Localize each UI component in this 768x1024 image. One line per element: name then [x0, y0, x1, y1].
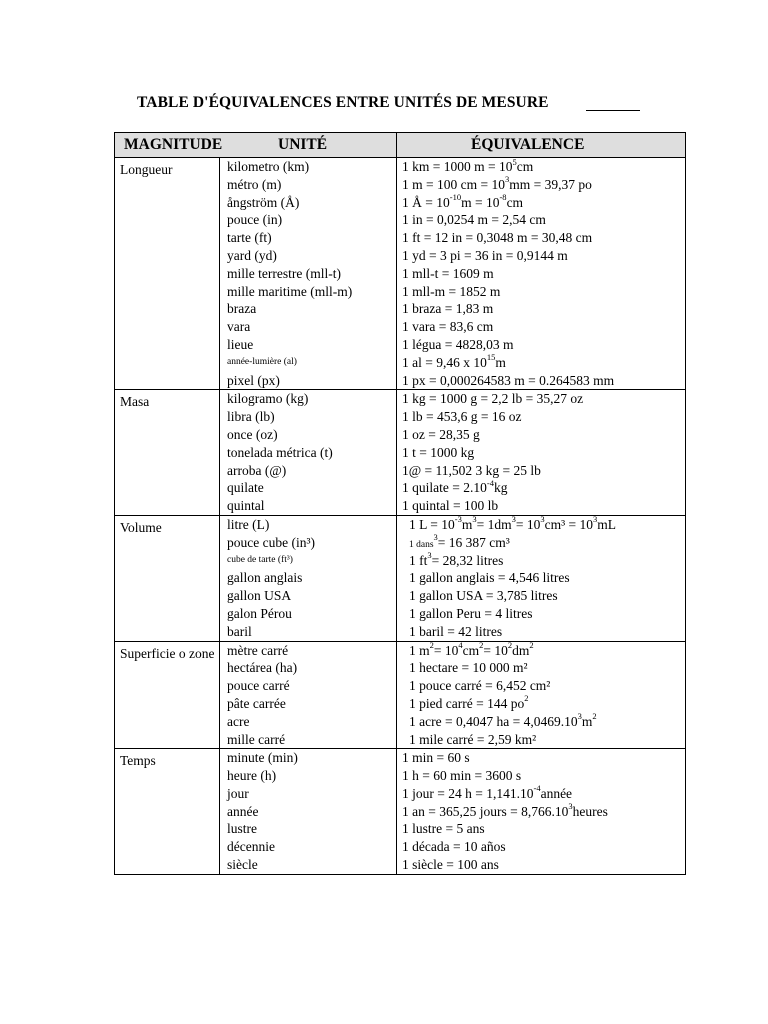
table-row — [115, 569, 685, 587]
equivalence-cell: 1 vara = 83,6 cm — [402, 319, 494, 335]
unit-cell: mille maritime (mll-m) — [227, 283, 353, 299]
table-row — [115, 785, 685, 803]
equivalence-cell: 1 t = 1000 kg — [402, 444, 475, 460]
unit-cell: vara — [227, 319, 251, 335]
unit-cell: mille terrestre (mll-t) — [227, 265, 341, 281]
table-row — [115, 444, 685, 462]
table-row — [115, 642, 685, 660]
unit-cell: mètre carré — [227, 642, 289, 658]
table-row — [115, 677, 685, 695]
equivalence-cell: 1 $ft^3= 28,32$ litres — [409, 550, 504, 568]
table-row — [115, 838, 685, 856]
unit-cell: jour — [227, 785, 249, 801]
section-volume — [115, 515, 685, 641]
section-longueur — [115, 158, 685, 389]
unit-cell: tonelada métrica (t) — [227, 444, 333, 460]
equivalence-cell: 1 quilate = $2.10^{-4}kg$ — [402, 477, 508, 496]
unit-cell: minute (min) — [227, 750, 298, 766]
unit-cell: ångström (Å) — [227, 194, 300, 210]
unit-cell: braza — [227, 301, 257, 317]
equivalence-cell: 1 lustre = 5 ans — [402, 821, 485, 837]
header-equivalence: ÉQUIVALENCE — [471, 136, 585, 153]
table-row — [115, 229, 685, 247]
table-row — [115, 462, 685, 480]
unit-cell: pouce carré — [227, 678, 290, 694]
equivalence-cell: 1 mll-t = 1609 m — [402, 265, 494, 281]
equivalence-cell: 1 pied carré = 144 $po^2$ — [409, 693, 529, 711]
equivalence-cell: 1 Å = $10^{-10}m = 10^{-8}cm$ — [402, 192, 524, 210]
section-temps — [115, 748, 685, 874]
table-row — [115, 856, 685, 874]
table-row — [115, 516, 685, 534]
table-row — [115, 336, 685, 354]
table-row — [115, 247, 685, 265]
unit-cell: baril — [227, 623, 252, 639]
table-row — [115, 552, 685, 570]
equivalence-cell: 1 gallon anglais = 4,546 litres — [409, 570, 570, 586]
unit-cell: année — [227, 803, 259, 819]
equivalence-cell: 1 siècle = 100 ans — [402, 857, 499, 873]
equivalence-cell: 1 ft = 12 in = 0,3048 m = 30,48 cm — [402, 230, 593, 246]
table-row — [115, 749, 685, 767]
table-row — [115, 803, 685, 821]
equivalence-cell: 1 px = 0,000264583 m = 0.264583 mm — [402, 372, 615, 388]
section-masa — [115, 389, 685, 515]
unit-cell: yard (yd) — [227, 247, 277, 263]
unit-cell: décennie — [227, 839, 275, 855]
equivalence-cell: 1 km = 1000 $m = 10^5cm$ — [402, 156, 534, 174]
unit-cell: mille carré — [227, 731, 286, 747]
equivalence-cell: 1 jour = 24 $h = 1,141.10^{-4}année$ — [402, 783, 573, 801]
table-row — [115, 426, 685, 444]
page-title: TABLE D'ÉQUIVALENCES ENTRE UNITÉS DE MESURE — [137, 94, 549, 111]
unit-cell: arroba (@) — [227, 462, 287, 478]
table-body — [115, 158, 685, 874]
section-name: Superficie o zone — [120, 645, 215, 661]
equivalence-cell: 1 in = 0,0254 m = 2,54 cm — [402, 212, 546, 228]
table-row — [115, 211, 685, 229]
equivalence-cell: 1 al = 9,46 x $10^{15}m$ — [402, 352, 506, 370]
equivalence-cell: 1 légua = 4828,03 m — [402, 336, 514, 352]
table-row — [115, 318, 685, 336]
table-row — [115, 479, 685, 497]
section-name: Masa — [120, 394, 150, 410]
table-row — [115, 534, 685, 552]
equivalence-cell: 1 yd = 3 pi = 36 in = 0,9144 m — [402, 247, 568, 263]
equivalence-cell: 1 hectare = 10 000 m² — [409, 660, 528, 676]
equivalence-cell: 1 baril = 42 litres — [409, 623, 503, 639]
equivalence-cell: 1 gallon Peru = 4 litres — [409, 605, 533, 621]
unit-cell: hectárea (ha) — [227, 660, 298, 676]
section-name: Temps — [120, 753, 156, 769]
unit-cell: litre (L) — [227, 516, 270, 532]
unit-cell: lieue — [227, 336, 254, 352]
unit-cell: pouce cube (in³) — [227, 534, 316, 550]
section-name: Volume — [120, 519, 162, 535]
equivalence-cell: 1 lb = 453,6 g = 16 oz — [402, 409, 522, 425]
unit-cell: galon Pérou — [227, 605, 292, 621]
unit-cell: heure (h) — [227, 768, 277, 784]
equivalence-cell: 1 gallon USA = 3,785 litres — [409, 588, 558, 604]
table-row — [115, 372, 685, 390]
table-row — [115, 408, 685, 426]
equivalence-cell: 1 dans$^3$= 16 387 cm³ — [409, 532, 510, 550]
table-row — [115, 767, 685, 785]
equivalence-cell: 1 an = 365,25 jours = $8,766.10^3heures$ — [402, 801, 608, 819]
table-row — [115, 158, 685, 176]
section-superficie — [115, 641, 685, 749]
unit-cell: pouce (in) — [227, 212, 283, 228]
equivalence-cell: 1 min = 60 s — [402, 750, 470, 766]
unit-cell: gallon anglais — [227, 570, 303, 586]
equivalence-cell: 1 h = 60 min = 3600 s — [402, 768, 522, 784]
table-row — [115, 265, 685, 283]
equivalence-cell: 1 oz = 28,35 g — [402, 426, 480, 442]
table-header — [115, 133, 685, 158]
unit-cell: métro (m) — [227, 176, 282, 192]
table-row — [115, 497, 685, 515]
equivalence-cell: 1 kg = 1000 g = 2,2 lb = 35,27 oz — [402, 391, 584, 407]
table-row — [115, 820, 685, 838]
column-divider-1 — [219, 157, 220, 874]
unit-cell: siècle — [227, 857, 258, 873]
unit-cell: pâte carrée — [227, 695, 286, 711]
equivalence-cell: 1 mll-m = 1852 m — [402, 283, 501, 299]
unit-cell: kilogramo (kg) — [227, 391, 309, 407]
table-row — [115, 659, 685, 677]
equivalence-cell: 1 mile carré = 2,59 km² — [409, 731, 537, 747]
equivalence-cell: 1 acre = 0,4047 ha = $4,0469.10^3m^2$ — [409, 711, 597, 729]
title-underline — [586, 110, 640, 111]
table-row — [115, 605, 685, 623]
table-row — [115, 176, 685, 194]
unit-cell: pixel (px) — [227, 372, 280, 388]
unit-cell: acre — [227, 713, 250, 729]
equivalence-table — [114, 132, 686, 875]
unit-cell: kilometro (km) — [227, 159, 310, 174]
equivalence-cell: 1 quintal = 100 lb — [402, 498, 499, 514]
unit-cell: libra (lb) — [227, 409, 275, 425]
equivalence-cell: 1@ = 11,502 3 kg = 25 lb — [402, 462, 541, 478]
equivalence-cell: 1 m = 100 cm = $10^3mm = 39,37$ po — [402, 174, 592, 192]
table-row — [115, 300, 685, 318]
unit-cell: année-lumière (al) — [227, 356, 297, 367]
unit-cell: once (oz) — [227, 426, 278, 442]
table-row — [115, 713, 685, 731]
table-row — [115, 587, 685, 605]
unit-cell: gallon USA — [227, 588, 292, 604]
header-unit: UNITÉ — [278, 136, 328, 153]
unit-cell: cube de tarte (ft³) — [227, 554, 293, 565]
unit-cell: tarte (ft) — [227, 230, 272, 246]
equivalence-cell: 1 $m^2= 10^4cm^2= 10^2dm^2$ — [409, 640, 534, 658]
header-magnitude: MAGNITUDE — [124, 136, 223, 153]
table-row — [115, 390, 685, 408]
table-row — [115, 283, 685, 301]
unit-cell: lustre — [227, 821, 257, 837]
table-row — [115, 695, 685, 713]
table-row — [115, 731, 685, 749]
equivalence-cell: 1 braza = 1,83 m — [402, 301, 494, 317]
column-divider-2 — [396, 133, 397, 874]
equivalence-cell: 1 $L = 10^{-3}m^3= 1dm^3= 10^3cm^3 = 10^3mL$ — [409, 514, 616, 532]
table-row — [115, 623, 685, 641]
equivalence-cell: 1 pouce carré = 6,452 cm² — [409, 678, 551, 694]
unit-cell: quilate — [227, 480, 264, 496]
unit-cell: quintal — [227, 498, 265, 514]
table-row — [115, 354, 685, 372]
section-name: Longueur — [120, 162, 173, 177]
table-row — [115, 194, 685, 212]
equivalence-cell: 1 década = 10 años — [402, 839, 506, 855]
